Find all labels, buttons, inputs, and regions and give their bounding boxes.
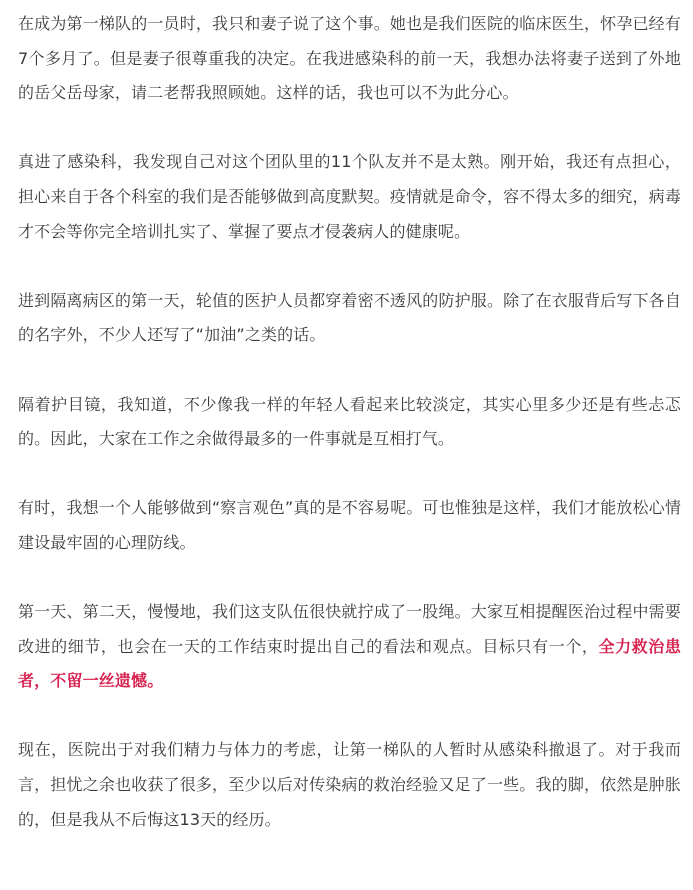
paragraph-spacer xyxy=(18,561,681,596)
paragraph-5: 有时，我想一个人能够做到“察言观色”真的是不容易呢。可也惟独是这样，我们才能放松心情建设最牢固的心理防线。 xyxy=(18,498,681,552)
paragraph-2: 真进了感染科，我发现自己对这个团队里的11个队友并不是太熟。刚开始，我还有点担心，担心来自于各个科室的我们是否能够做到高度默契。疫情就是命令，容不得太多的细究，病毒才不会等你完全培训扎实了、掌握了要点才侵袭病人的健康呢。 xyxy=(18,152,681,241)
paragraph-6-text: 第一天、第二天，慢慢地，我们这支队伍很快就拧成了一股绳。大家互相提醒医治过程中需要改进的细节，也会在一天的工作结束时提出自己的看法和观点。目标只有一个， xyxy=(18,602,681,656)
paragraph-7: 现在，医院出于对我们精力与体力的考虑，让第一梯队的人暂时从感染科撤退了。对于我而言，担忧之余也收获了很多，至少以后对传染病的救治经验又足了一些。我的脚，依然是肿胀的，但是我从不后悔这13天的经历。 xyxy=(18,740,681,829)
paragraph-spacer xyxy=(18,111,681,146)
paragraph-spacer xyxy=(18,249,681,284)
paragraph-spacer xyxy=(18,353,681,388)
paragraph-spacer xyxy=(18,699,681,734)
paragraph-3: 进到隔离病区的第一天，轮值的医护人员都穿着密不透风的防护服。除了在衣服背后写下各自的名字外，不少人还写了“加油”之类的话。 xyxy=(18,290,681,345)
paragraph-spacer xyxy=(18,457,681,492)
paragraph-4: 隔着护目镜，我知道，不少像我一样的年轻人看起来比较淡定，其实心里多少还是有些忐忑的。因此，大家在工作之余做得最多的一件事就是互相打气。 xyxy=(18,394,681,449)
paragraph-6 xyxy=(18,595,681,699)
paragraph-1: 在成为第一梯队的一员时，我只和妻子说了这个事。她也是我们医院的临床医生，怀孕已经有7个多月了。但是妻子很尊重我的决定。在我进感染科的前一天，我想办法将妻子送到了外地的岳父岳母家，请二老帮我照顾她。这样的话，我也可以不为此分心。 xyxy=(18,14,681,103)
highlighted-goal: 全力救治患者，不留一丝遗憾。 xyxy=(18,636,681,691)
